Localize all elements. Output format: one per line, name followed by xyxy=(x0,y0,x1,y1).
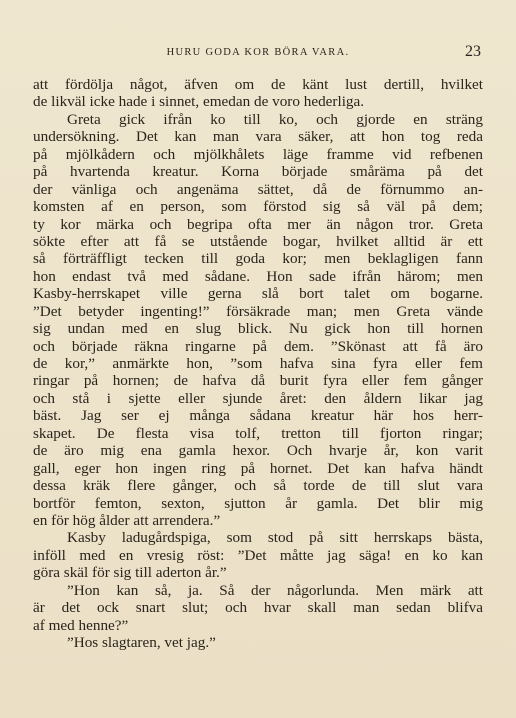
text-line: de likväl icke hade i sinnet, emedan de voro hederliga. xyxy=(33,93,365,111)
text-line: och började räkna ringarne på dem. ”Skönast att få äro xyxy=(33,337,483,355)
text-line: de kor,” anmärkte hon, ”som hafva sina fyra eller fem xyxy=(33,355,483,372)
text-line: sökte efter att få se utstående bogar, hvilket alltid är ett xyxy=(33,232,483,250)
text-line: ”Hon kan så, ja. Så der någorlunda. Men märk att xyxy=(67,581,483,599)
text-line: sig undan med en slug blick. Nu gick hon till hornen xyxy=(33,320,483,338)
text-line: Greta gick ifrån ko till ko, och gjorde en sträng xyxy=(67,110,483,128)
text-line: att fördölja något, äfven om de känt lust dertill, hvilket xyxy=(33,76,483,93)
text-line: undersökning. Det kan man vara säker, att hon tog reda xyxy=(33,128,483,146)
body-text xyxy=(33,76,483,651)
text-line: ringar på hornen; de hafva då burit fyra eller fem gånger xyxy=(33,372,483,390)
text-line: och stå i sjette eller sjunde året: den åldern likar jag xyxy=(33,389,483,407)
text-line: Kasby-herrskapet ville gerna slå bort talet om bogarne. xyxy=(33,285,483,303)
page-header xyxy=(33,44,483,64)
text-line: en för hög ålder att arrendera.” xyxy=(33,511,221,529)
text-line: bäst. Jag ser ej många sådana kreatur här hos herr- xyxy=(33,407,483,425)
text-line: der vänliga och angenäma sättet, då de förnummo an- xyxy=(33,180,483,198)
text-line: ”Det betyder ingenting!” försäkrade man; men Greta vände xyxy=(33,302,483,320)
text-line: bortför femton, sexton, sjutton år gamla. Det blir mig xyxy=(33,494,483,512)
text-line: de äro mig ena gamla hexor. Och hvarje år, kon varit xyxy=(33,442,483,460)
text-line: inföll med en vresig röst: ”Det måtte jag säga! en ko kan xyxy=(33,546,483,564)
text-line: hon endast två med sådane. Hon sade ifrån härom; men xyxy=(33,267,483,285)
text-line: göra skäl för sig till aderton år.” xyxy=(33,564,227,582)
text-line: ty kor märka och begripa ofta mer än någon tror. Greta xyxy=(33,215,483,233)
text-line: så förträffligt tecken till goda kor; men beklagligen fann xyxy=(33,250,483,268)
page-number: 23 xyxy=(465,43,481,60)
text-line: är det ock snart slut; och hvar skall man sedan blifva xyxy=(33,599,483,617)
text-line: dessa kräk flere gånger, och så torde de till slut vara xyxy=(33,477,483,495)
text-line: Kasby ladugårdspiga, som stod på sitt herrskaps bästa, xyxy=(67,529,483,547)
running-title: HURU GODA KOR BÖRA VARA. xyxy=(166,47,350,58)
text-line: på hvartenda kreatur. Korna började småräma på det xyxy=(33,163,483,181)
text-line: skapet. De flesta visa tolf, tretton till fjorton ringar; xyxy=(33,424,483,442)
text-line: komsten af en person, som förstod sig så väl på dem; xyxy=(33,198,483,216)
text-line: ”Hos slagtaren, vet jag.” xyxy=(67,634,216,651)
text-line: på mjölkådern och mjölkhålets läge framme vid refbenen xyxy=(33,145,483,163)
text-line: af med henne?” xyxy=(33,616,129,634)
text-line: gall, eger hon ingen ring på hornet. Det kan hafva händt xyxy=(33,459,483,477)
